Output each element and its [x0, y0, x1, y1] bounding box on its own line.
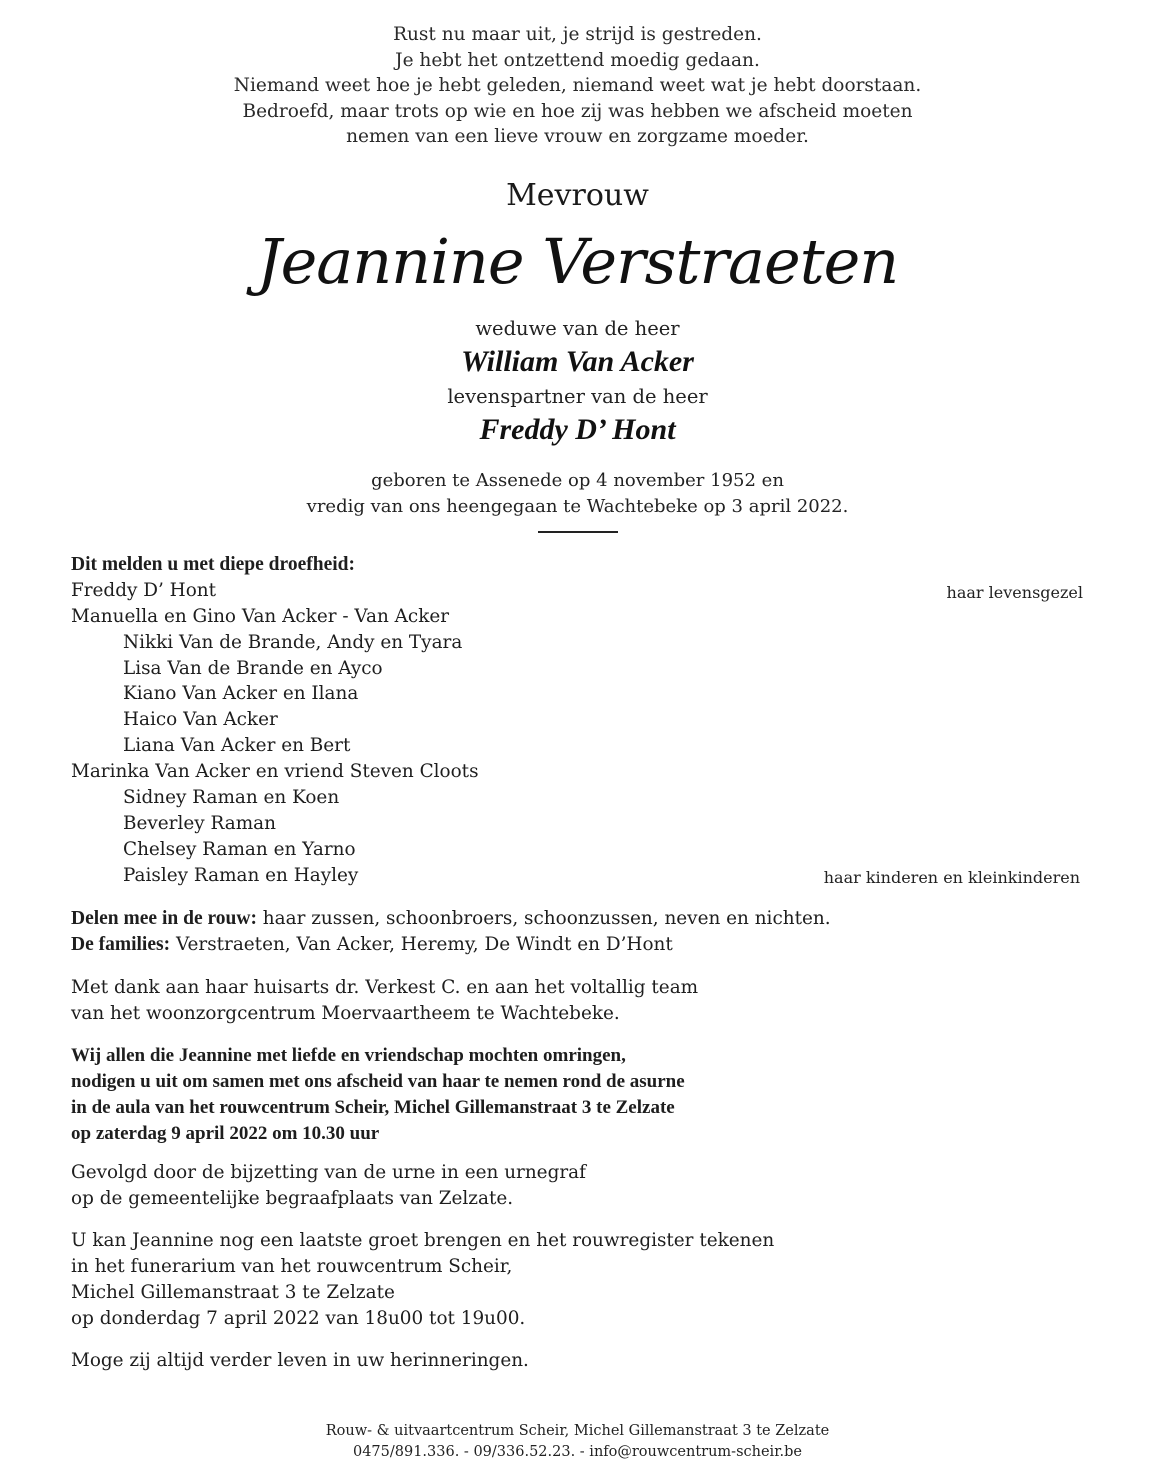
list-item: Sidney Raman en Koen — [123, 787, 340, 809]
list-item — [71, 578, 1083, 604]
divider-rule — [538, 531, 618, 533]
visit-line: U kan Jeannine nog een laatste groet brengen en het rouwregister tekenen — [71, 1230, 775, 1251]
footer-line-2: 0475/891.336. - 09/336.52.23. - info@rouwcentrum-scheir.be — [352, 1444, 803, 1460]
mourning-text-1: haar zussen, schoonbroers, schoonzussen, neven en nichten. — [256, 908, 831, 929]
poem-line: Niemand weet hoe je hebt geleden, niemand weet wat je hebt doorstaan. — [233, 75, 922, 97]
mourning-block — [71, 906, 1083, 958]
salutation: Mevrouw — [506, 178, 649, 213]
visit-line: in het funerarium van het rouwcentrum Scheir, — [71, 1255, 513, 1277]
thanks-line: van het woonzorgcentrum Moervaartheem te Wachtebeke. — [71, 1002, 620, 1024]
invitation-line: in de aula van het rouwcentrum Scheir, Michel Gillemanstraat 3 te Zelzate — [71, 1096, 675, 1118]
mourning-label-2: De families: — [71, 933, 171, 955]
announcement-heading: Dit melden u met diepe droefheid: — [71, 554, 355, 575]
poem-line: Bedroefd, maar trots op wie en hoe zij was hebben we afscheid moeten — [242, 100, 913, 122]
note-partner: haar levensgezel — [946, 582, 1083, 602]
note-children: haar kinderen en kleinkinderen — [823, 867, 1080, 887]
invitation-block — [71, 1043, 1083, 1147]
thanks-line: Met dank aan haar huisarts dr. Verkest C. en aan het voltallig team — [71, 977, 699, 998]
relation1-name: William Van Acker — [461, 345, 694, 378]
mourning-line-1 — [71, 906, 1083, 932]
family-member: Paisley Raman en Hayley — [123, 864, 359, 886]
list-item: Nikki Van de Brande, Andy en Tyara — [123, 631, 463, 653]
list-item: Chelsey Raman en Yarno — [123, 838, 356, 860]
mourning-label-1: Delen mee in de rouw: — [71, 908, 257, 929]
mourning-text-2: Verstraeten, Van Acker, Heremy, De Windt en D’Hont — [170, 933, 673, 955]
list-item: Lisa Van de Brande en Ayco — [123, 657, 383, 679]
list-item: Marinka Van Acker en vriend Steven Cloots — [71, 761, 479, 783]
family-member: Freddy D’ Hont — [71, 579, 216, 601]
list-item: Kiano Van Acker en Ilana — [123, 683, 359, 705]
list-item: Liana Van Acker en Bert — [123, 735, 351, 757]
born-line: geboren te Assenede op 4 november 1952 en — [371, 470, 784, 491]
visit-block — [71, 1228, 1083, 1332]
burial-block — [71, 1160, 1083, 1212]
mourning-line-2 — [71, 932, 1083, 958]
invitation-line: op zaterdag 9 april 2022 om 10.30 uur — [71, 1122, 380, 1144]
thanks-block — [71, 975, 1083, 1027]
list-item — [71, 863, 1083, 889]
list-item: Manuella en Gino Van Acker - Van Acker — [71, 605, 450, 627]
closing-line: Moge zij altijd verder leven in uw herinneringen. — [71, 1350, 529, 1371]
poem-line: Rust nu maar uit, je strijd is gestreden. — [393, 24, 762, 45]
invitation-line: nodigen u uit om samen met ons afscheid van haar te nemen rond de asurne — [71, 1070, 685, 1092]
burial-line: op de gemeentelijke begraafplaats van Zelzate. — [71, 1187, 514, 1209]
announcement-list — [71, 552, 1083, 889]
relation2-label: levenspartner van de heer — [447, 385, 708, 408]
list-item: Haico Van Acker — [123, 709, 278, 731]
visit-line: op donderdag 7 april 2022 van 18u00 tot 19u00. — [71, 1307, 526, 1329]
poem-line: nemen van een lieve vrouw en zorgzame moeder. — [346, 126, 809, 148]
visit-line: Michel Gillemanstraat 3 te Zelzate — [71, 1281, 395, 1303]
footer-line-1: Rouw- & uitvaartcentrum Scheir, Michel Gillemanstraat 3 te Zelzate — [325, 1423, 830, 1439]
list-item: Beverley Raman — [123, 812, 276, 834]
burial-line: Gevolgd door de bijzetting van de urne in een urnegraf — [71, 1162, 586, 1183]
opening-poem — [0, 22, 1155, 150]
poem-line: Je hebt het ontzettend moedig gedaan. — [395, 49, 760, 71]
birth-death-lines — [0, 468, 1155, 519]
relation2-name: Freddy D’ Hont — [479, 413, 676, 446]
invitation-line: Wij allen die Jeannine met liefde en vriendschap mochten omringen, — [71, 1045, 626, 1066]
deceased-name: Jeannine Verstraeten — [256, 225, 899, 298]
relation1-label: weduwe van de heer — [475, 317, 680, 340]
footer — [0, 1421, 1155, 1463]
died-line: vredig van ons heengegaan te Wachtebeke op 3 april 2022. — [306, 495, 849, 517]
